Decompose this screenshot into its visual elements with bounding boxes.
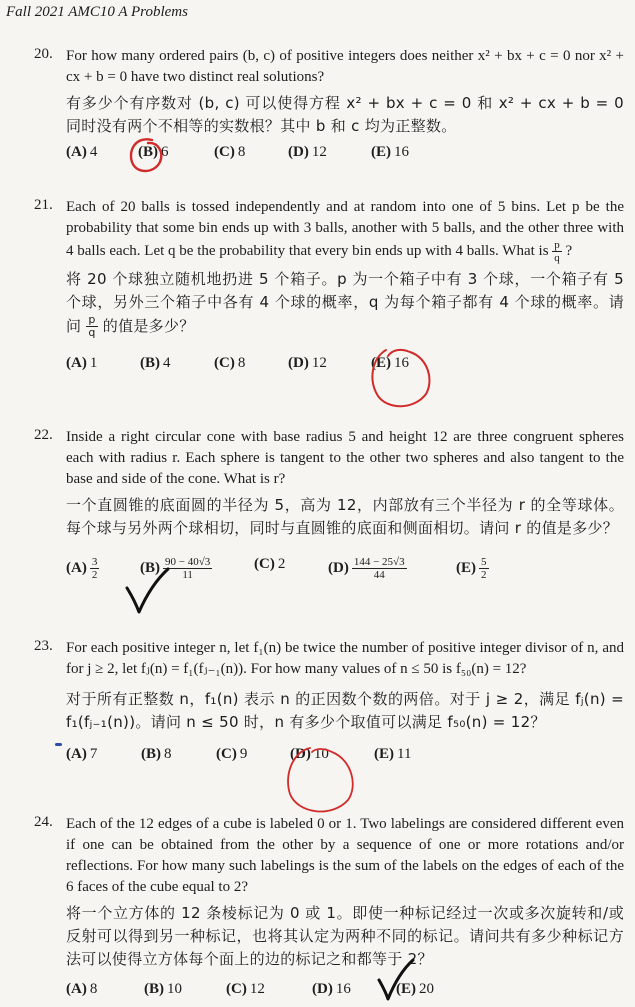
answer-choices [66,975,624,1007]
choice-e[interactable]: (E) 11 [374,746,412,762]
choice-a[interactable]: (A) 4 [66,144,98,160]
answer-choices [66,740,624,772]
choice-e[interactable]: (E) $\frac{5}{2}$ [456,556,487,581]
problem-english-text: Each of the 12 edges of a cube is labeled 0 or 1. Two labelings are considered different even if one can be obtained from the other by a sequence of one or more rotations and/or reflections. For how many such labelings is the sum of the labels on the edges of each of the 6 faces of the cube equal to 2? [66,816,624,895]
problem-number: 22. [34,427,53,443]
answer-choices [66,349,624,381]
choice-b[interactable]: (B) 4 [140,355,171,371]
choice-a[interactable]: (A) 1 [66,355,98,371]
problem-english-text: For how many ordered pairs (b, c) of positive integers does neither x² + bx + c = 0 nor x² + cx + b = 0 have two distinct real solutions? [66,48,624,85]
choice-d[interactable]: (D) $\frac{144 - 25√3}{44}$ [328,556,405,581]
answer-choices [66,138,624,170]
problem-number: 20. [34,46,53,62]
problem-number: 21. [34,197,53,213]
choice-b[interactable]: (B) $\frac{90 - 40√3}{11}$ [140,556,211,581]
choice-e[interactable]: (E) 20 [396,981,434,997]
problem-number: 24. [34,814,53,830]
fraction-p-over-q: $\frac{p}{q}$ [554,239,560,264]
choice-b[interactable]: (B) 10 [144,981,182,997]
problem-english-text: Each of 20 balls is tossed independently and at random into one of 5 bins. Let p be the probability that some bin ends up with 3 balls, another with 5 balls, and the other three with 4 balls each. Let q be the probability that every bin ends up with 4 balls. What is $\frac{p}{q}$ ? [66,199,624,264]
choice-b[interactable]: (B) 8 [141,746,172,762]
problem-22 [34,427,624,594]
problem-24 [34,814,624,1007]
problem-chinese-text: 有多少个有序数对 (b, c) 可以使得方程 x² + bx + c = 0 和 x² + cx + b = 0 同时没有两个不相等的实数根？其中 b 和 c 均为正整数。 [66,94,624,135]
choice-c[interactable]: (C) 12 [226,981,265,997]
problem-chinese-text: 将 20 个球独立随机地扔进 5 个箱子。p 为一个箱子中有 3 个球，一个箱子有 5 个球，另外三个箱子中各有 4 个球的概率，q 为每个箱子都有 4 个球的概率。请问 $\frac{p}{q}$ 的值是多少？ [66,270,624,339]
choice-e[interactable]: (E) 16 [371,144,409,160]
answer-choices [66,550,624,594]
problem-english-text: For each positive integer n, let f₁(n) be twice the number of positive integer divisor of n, and for j ≥ 2, let fⱼ(n) = f₁(fⱼ₋₁(n)). For how many values of n ≤ 50 is f₅₀(n) = 12? [66,640,624,677]
choice-d[interactable]: (D) 12 [288,355,327,371]
choice-c[interactable]: (C) 8 [214,355,246,371]
choice-e[interactable]: (E) 16 [371,355,409,371]
blue-ink-dash [55,743,62,746]
choice-d[interactable]: (D) 10 [290,746,329,762]
choice-a[interactable]: (A) 7 [66,746,98,762]
problem-number: 23. [34,638,53,654]
choice-c[interactable]: (C) 8 [214,144,246,160]
problem-23 [34,638,624,772]
problem-chinese-text: 一个直圆锥的底面圆的半径为 5，高为 12，内部放有三个半径为 r 的全等球体。每个球与另外两个球相切，同时与直圆锥的底面和侧面相切。请问 r 的值是多少？ [66,496,624,537]
fraction-p-over-q: $\frac{p}{q}$ [88,313,96,339]
choice-c[interactable]: (C) 9 [216,746,248,762]
choice-a[interactable]: (A) $\frac{3}{2}$ [66,556,98,581]
problem-21 [34,197,624,381]
choice-d[interactable]: (D) 16 [312,981,351,997]
problem-english-text: Inside a right circular cone with base radius 5 and height 12 are three congruent spheres each with radius r. Each sphere is tangent to the other two spheres and also tangent to the base and side of the cone. What is r? [66,429,624,487]
choice-c[interactable]: (C) 2 [254,556,286,572]
choice-b[interactable]: (B) 6 [138,144,169,160]
problem-chinese-text: 将一个立方体的 12 条棱标记为 0 或 1。即使一种标记经过一次或多次旋转和/或反射可以得到另一种标记，也将其认定为两种不同的标记。请问共有多少种标记方法可以使得立方体每个面上的边的标记之和都等于 2？ [66,904,624,968]
problem-chinese-text: 对于所有正整数 n，f₁(n) 表示 n 的正因数个数的两倍。对于 j ≥ 2，满足 fⱼ(n) = f₁(fⱼ₋₁(n))。请问 n ≤ 50 时，n 有多少个取值可以满足 f₅₀(n) = 12？ [66,690,624,731]
page-header: Fall 2021 AMC10 A Problems [6,4,188,20]
choice-a[interactable]: (A) 8 [66,981,98,997]
choice-d[interactable]: (D) 12 [288,144,327,160]
problem-20 [34,46,624,170]
